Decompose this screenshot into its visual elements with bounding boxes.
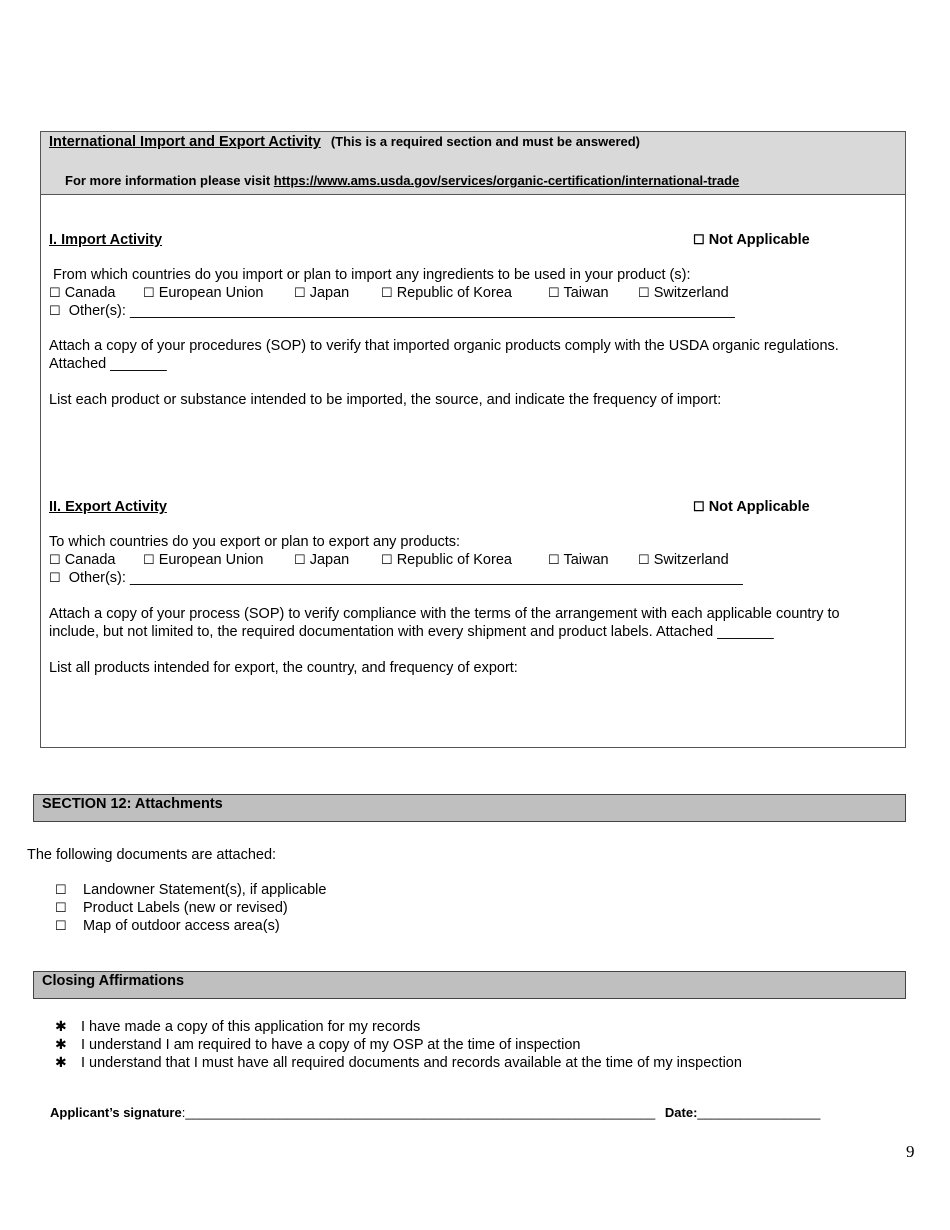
import-other-label: Other(s): ___________________________________________________________________________ — [68, 303, 735, 319]
checkbox-icon[interactable]: ☐ — [638, 285, 650, 300]
checkbox-icon[interactable]: ☐ — [381, 285, 393, 300]
checkbox-icon[interactable]: ☐ — [294, 552, 306, 567]
signature-field[interactable]: :_________________________________________________________________ — [181, 1105, 656, 1120]
country-option[interactable]: ☐ Republic of Korea — [381, 285, 512, 301]
checkbox-icon[interactable]: ☐ — [693, 232, 705, 247]
info-row — [65, 173, 739, 188]
export-other-row[interactable] — [49, 570, 743, 586]
attachment-item[interactable]: ☐ Product Labels (new or revised) — [55, 900, 288, 916]
checkbox-icon[interactable]: ☐ — [638, 552, 650, 567]
attachment-item[interactable]: ☐ Landowner Statement(s), if applicable — [55, 882, 327, 898]
affirmation-item: ✱ I understand that I must have all required documents and records available at the time of my inspection — [55, 1054, 742, 1071]
checkbox-icon[interactable]: ☐ — [548, 285, 560, 300]
export-country-list — [49, 552, 729, 568]
import-heading: I. Import Activity — [49, 232, 163, 248]
country-option[interactable]: ☐ Taiwan — [548, 552, 609, 568]
export-heading: II. Export Activity — [49, 499, 167, 515]
checkbox-icon[interactable]: ☐ — [49, 285, 61, 300]
checkbox-icon[interactable]: ☐ — [55, 900, 67, 915]
checkbox-icon[interactable]: ☐ — [693, 499, 705, 514]
info-link[interactable]: https://www.ams.usda.gov/services/organic-certification/international-trade — [273, 173, 740, 188]
export-sop-line2: include, but not limited to, the required documentation with every shipment and product labels. Attached _______ — [49, 624, 774, 640]
asterisk-bullet-icon: ✱ — [55, 1018, 67, 1034]
export-list-prompt: List all products intended for export, the country, and frequency of export: — [49, 660, 518, 676]
signature-row — [50, 1105, 820, 1120]
import-not-applicable[interactable] — [693, 232, 810, 248]
info-prefix: For more information please visit — [65, 173, 271, 188]
export-question: To which countries do you export or plan to export any products: — [49, 534, 461, 550]
country-option[interactable]: ☐ Japan — [294, 285, 350, 301]
country-option[interactable]: ☐ Japan — [294, 552, 350, 568]
import-na-label: Not Applicable — [708, 232, 810, 248]
checkbox-icon[interactable]: ☐ — [381, 552, 393, 567]
export-other-label: Other(s): ____________________________________________________________________________ — [68, 570, 743, 586]
export-na-label: Not Applicable — [708, 499, 810, 515]
affirmation-item: ✱ I understand I am required to have a copy of my OSP at the time of inspection — [55, 1036, 581, 1053]
attachments-title: SECTION 12: Attachments — [42, 796, 223, 812]
checkbox-icon[interactable]: ☐ — [143, 285, 155, 300]
asterisk-bullet-icon: ✱ — [55, 1036, 67, 1052]
trade-section-header — [41, 132, 905, 195]
checkbox-icon[interactable]: ☐ — [294, 285, 306, 300]
checkbox-icon[interactable]: ☐ — [49, 570, 61, 585]
country-option[interactable]: ☐ European Union — [143, 285, 264, 301]
checkbox-icon[interactable]: ☐ — [55, 918, 67, 933]
attachments-intro: The following documents are attached: — [27, 847, 277, 863]
date-label: Date: — [664, 1105, 698, 1120]
export-not-applicable[interactable] — [693, 499, 810, 515]
page-number: 9 — [906, 1142, 915, 1161]
signature-label: Applicant’s signature — [50, 1105, 182, 1120]
country-option[interactable]: ☐ European Union — [143, 552, 264, 568]
country-option[interactable]: ☐ Taiwan — [548, 285, 609, 301]
required-note: (This is a required section and must be answered) — [330, 134, 641, 149]
trade-title-row — [49, 134, 640, 150]
asterisk-bullet-icon: ✱ — [55, 1054, 67, 1070]
closing-title: Closing Affirmations — [42, 973, 185, 989]
country-option[interactable]: ☐ Canada — [49, 285, 116, 301]
country-option[interactable]: ☐ Switzerland — [638, 285, 729, 301]
checkbox-icon[interactable]: ☐ — [49, 552, 61, 567]
import-list-prompt: List each product or substance intended to be imported, the source, and indicate the frequency of import: — [49, 392, 722, 408]
affirmation-item: ✱ I have made a copy of this application for my records — [55, 1018, 421, 1035]
export-sop-line1: Attach a copy of your process (SOP) to verify compliance with the terms of the arrangement with each applicable country to — [49, 606, 840, 622]
checkbox-icon[interactable]: ☐ — [143, 552, 155, 567]
country-option[interactable]: ☐ Republic of Korea — [381, 552, 512, 568]
date-field[interactable]: _________________ — [697, 1105, 821, 1120]
attachment-item[interactable]: ☐ Map of outdoor access area(s) — [55, 918, 280, 934]
country-option[interactable]: ☐ Canada — [49, 552, 116, 568]
trade-title: International Import and Export Activity — [49, 134, 321, 150]
import-sop-line1: Attach a copy of your procedures (SOP) to verify that imported organic products comply with the USDA organic regulations. — [49, 338, 839, 354]
import-question: From which countries do you import or plan to import any ingredients to be used in your product (s): — [53, 267, 691, 283]
import-country-list — [49, 285, 729, 301]
import-sop-line2: Attached _______ — [49, 356, 167, 372]
checkbox-icon[interactable]: ☐ — [548, 552, 560, 567]
attachments-section-header — [33, 794, 906, 822]
checkbox-icon[interactable]: ☐ — [49, 303, 61, 318]
international-trade-section — [40, 131, 906, 748]
closing-section-header — [33, 971, 906, 999]
country-option[interactable]: ☐ Switzerland — [638, 552, 729, 568]
import-other-row[interactable] — [49, 303, 735, 319]
checkbox-icon[interactable]: ☐ — [55, 882, 67, 897]
